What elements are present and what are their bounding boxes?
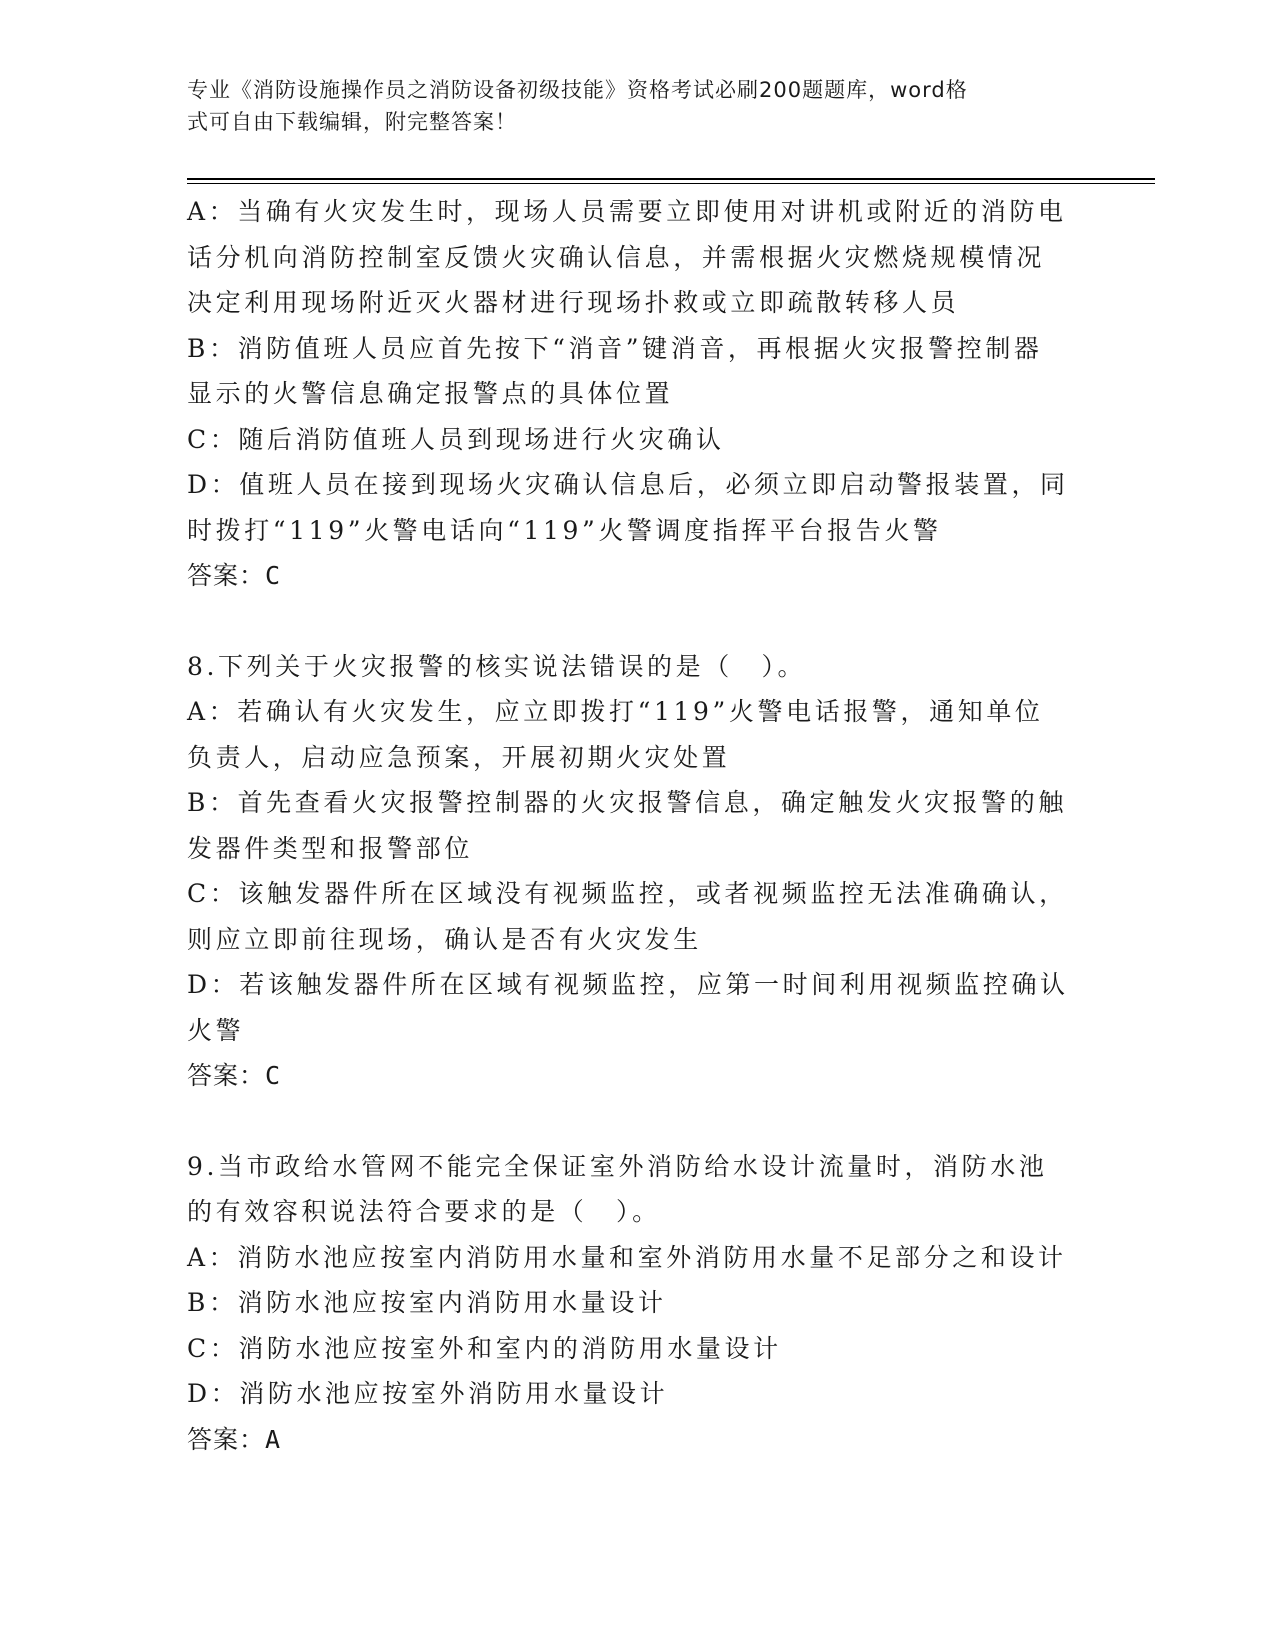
question-8-block — [187, 644, 1087, 1099]
answer-line — [187, 553, 1087, 599]
option-c-line: C：随后消防值班人员到现场进行火灾确认 — [187, 424, 725, 454]
option-c-line: C：消防水池应按室外和室内的消防用水量设计 — [187, 1333, 782, 1363]
header-divider-thick — [187, 178, 1155, 180]
question-spacer — [187, 1099, 1087, 1144]
option-d-line: D：值班人员在接到现场火灾确认信息后，必须立即启动警报装置，同 — [187, 470, 1069, 499]
answer-value: C — [265, 561, 282, 590]
answer-label: 答案： — [187, 561, 266, 590]
option-b-line: B：消防值班人员应首先按下“消音”键消音，再根据火灾报警控制器 — [187, 333, 1043, 363]
option-c-line: 则应立即前往现场，确认是否有火灾发生 — [187, 924, 702, 954]
option-d-line: D：消防水池应按室外消防用水量设计 — [187, 1379, 669, 1408]
question-content — [187, 189, 1087, 1462]
header-line: 专业《消防设施操作员之消防设备初级技能》资格考试必刷200题题库，word格 — [187, 78, 968, 102]
question-7-block — [187, 189, 1087, 599]
option-a-line: 负责人，启动应急预案，开展初期火灾处置 — [187, 742, 731, 772]
option-a-line: A：消防水池应按室内消防用水量和室外消防用水量不足部分之和设计 — [187, 1242, 1067, 1272]
option-b-line: 发器件类型和报警部位 — [187, 833, 474, 863]
option-b-line: B：首先查看火灾报警控制器的火灾报警信息，确定触发火灾报警的触 — [187, 788, 1067, 817]
option-a-line: A：若确认有火灾发生，应立即拨打“119”火警电话报警，通知单位 — [187, 697, 1044, 726]
option-c-line: C：该触发器件所在区域没有视频监控，或者视频监控无法准确确认， — [187, 879, 1068, 908]
option-a-line: 决定利用现场附近灭火器材进行现场扑救或立即疏散转移人员 — [187, 288, 960, 317]
option-a-line: A：当确有火灾发生时，现场人员需要立即使用对讲机或附近的消防电 — [187, 197, 1067, 226]
question-stem: 8.下列关于火灾报警的核实说法错误的是（ ）。 — [187, 651, 807, 681]
question-stem: 的有效容积说法符合要求的是（ ）。 — [187, 1197, 661, 1226]
option-d-line: 火警 — [187, 1015, 245, 1045]
question-9-block — [187, 1144, 1087, 1463]
answer-value: A — [265, 1424, 282, 1454]
answer-line — [187, 1417, 1087, 1463]
answer-line — [187, 1053, 1087, 1099]
question-stem: 9.当市政给水管网不能完全保证室外消防给水设计流量时，消防水池 — [187, 1151, 1048, 1181]
option-d-line: D：若该触发器件所在区域有视频监控，应第一时间利用视频监控确认 — [187, 970, 1069, 999]
answer-label: 答案： — [187, 1424, 266, 1454]
document-header — [187, 74, 1067, 138]
answer-value: C — [265, 1061, 282, 1090]
option-a-line: 话分机向消防控制室反馈火灾确认信息，并需根据火灾燃烧规模情况 — [187, 242, 1046, 272]
header-divider-thin — [187, 183, 1155, 184]
question-spacer — [187, 599, 1087, 644]
option-d-line: 时拨打“119”火警电话向“119”火警调度指挥平台报告火警 — [187, 515, 942, 545]
option-b-line: 显示的火警信息确定报警点的具体位置 — [187, 379, 674, 408]
header-line: 式可自由下载编辑，附完整答案！ — [187, 110, 517, 134]
option-b-line: B：消防水池应按室内消防用水量设计 — [187, 1288, 667, 1317]
answer-label: 答案： — [187, 1061, 266, 1090]
